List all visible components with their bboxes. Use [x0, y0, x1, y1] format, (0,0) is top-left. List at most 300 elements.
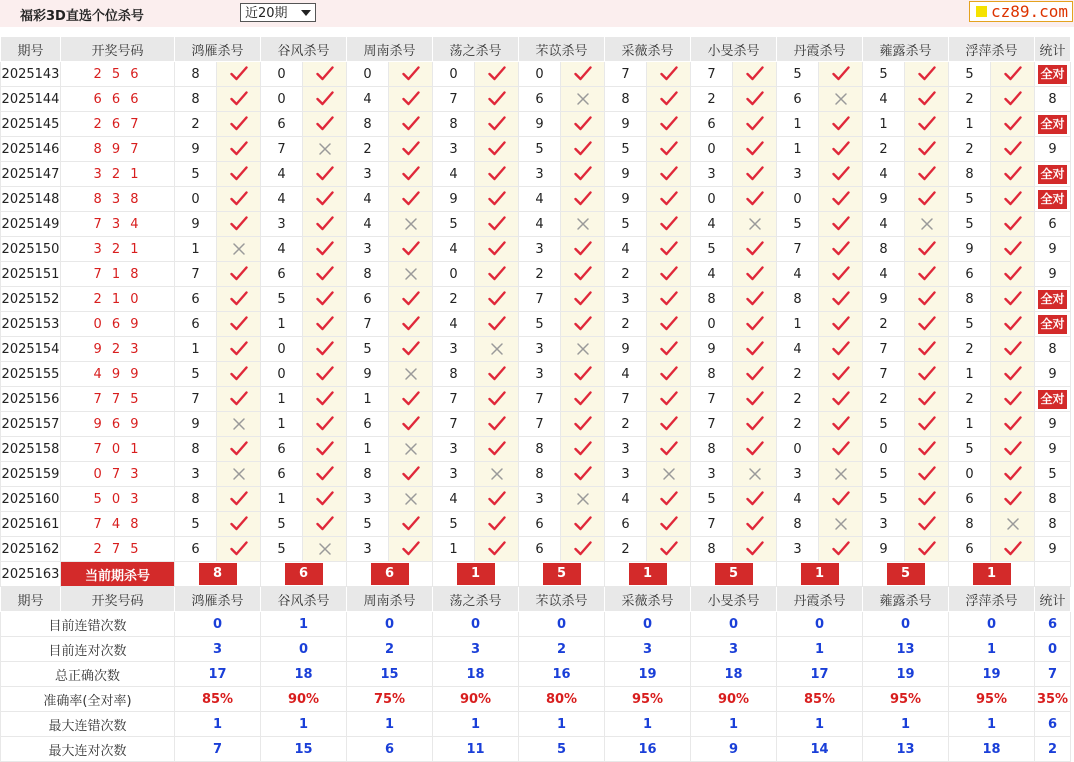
all-correct-badge: 全对 [1038, 165, 1066, 184]
check-icon [303, 187, 347, 212]
row-total: 9 [1035, 537, 1071, 562]
check-icon [905, 237, 949, 262]
kill-number: 8 [175, 62, 217, 87]
draw-number: 4 9 9 [61, 362, 175, 387]
check-icon [733, 337, 777, 362]
kill-number: 2 [605, 262, 647, 287]
kill-number: 7 [691, 512, 733, 537]
kill-number: 8 [863, 237, 905, 262]
kill-number: 1 [261, 312, 303, 337]
cross-icon [561, 212, 605, 237]
check-icon [905, 487, 949, 512]
check-icon [819, 62, 863, 87]
stat-value: 0 [519, 612, 605, 637]
check-icon [475, 137, 519, 162]
col-header-expert: 浮萍杀号 [949, 587, 1035, 612]
kill-number: 8 [691, 437, 733, 462]
kill-number: 8 [433, 112, 475, 137]
check-icon [819, 287, 863, 312]
stat-value: 0 [777, 612, 863, 637]
kill-number: 1 [347, 437, 389, 462]
kill-number: 5 [519, 312, 561, 337]
draw-number: 9 6 9 [61, 412, 175, 437]
table-row [1, 487, 1071, 512]
kill-number: 4 [777, 262, 819, 287]
kill-number: 7 [347, 312, 389, 337]
kill-number: 5 [605, 212, 647, 237]
kill-number: 2 [863, 137, 905, 162]
kill-number: 7 [175, 387, 217, 412]
stat-value: 18 [949, 737, 1035, 762]
kill-number: 2 [605, 312, 647, 337]
row-total: 8 [1035, 337, 1071, 362]
stat-value: 90% [691, 687, 777, 712]
col-header-expert: 芣苡杀号 [519, 37, 605, 62]
check-icon [733, 537, 777, 562]
kill-number: 5 [777, 62, 819, 87]
kill-number: 4 [777, 487, 819, 512]
stat-value: 0 [605, 612, 691, 637]
current-kill-number: 5 [887, 563, 925, 585]
stat-value: 90% [433, 687, 519, 712]
check-icon [561, 537, 605, 562]
check-icon [905, 512, 949, 537]
check-icon [819, 387, 863, 412]
check-icon [905, 537, 949, 562]
cross-icon [389, 212, 433, 237]
kill-number: 4 [691, 262, 733, 287]
stat-value: 17 [175, 662, 261, 687]
check-icon [733, 312, 777, 337]
check-icon [217, 112, 261, 137]
stat-value: 15 [261, 737, 347, 762]
col-header-expert: 浮萍杀号 [949, 37, 1035, 62]
check-icon [303, 312, 347, 337]
check-icon [819, 162, 863, 187]
kill-number: 3 [519, 162, 561, 187]
kill-number: 8 [175, 437, 217, 462]
check-icon [303, 462, 347, 487]
kill-number: 4 [347, 87, 389, 112]
kill-number: 0 [949, 462, 991, 487]
row-total: 9 [1035, 137, 1071, 162]
col-header-draw: 开奖号码 [61, 37, 175, 62]
check-icon [733, 187, 777, 212]
col-header-expert: 荡之杀号 [433, 587, 519, 612]
check-icon [819, 437, 863, 462]
check-icon [561, 512, 605, 537]
check-icon [905, 312, 949, 337]
table-row [1, 62, 1071, 87]
kill-number: 8 [949, 512, 991, 537]
kill-number: 9 [863, 537, 905, 562]
stat-value: 7 [175, 737, 261, 762]
check-icon [561, 62, 605, 87]
kill-number: 6 [261, 462, 303, 487]
kill-number: 4 [777, 337, 819, 362]
check-icon [303, 412, 347, 437]
check-icon [819, 412, 863, 437]
check-icon [303, 237, 347, 262]
check-icon [733, 87, 777, 112]
current-kill-number: 8 [199, 563, 237, 585]
stat-row [1, 637, 1071, 662]
kill-number: 3 [347, 487, 389, 512]
cross-icon [819, 87, 863, 112]
table-row [1, 437, 1071, 462]
stat-value: 85% [175, 687, 261, 712]
check-icon [733, 262, 777, 287]
stat-value: 13 [863, 737, 949, 762]
kill-number: 2 [777, 387, 819, 412]
stat-value: 1 [175, 712, 261, 737]
kill-number: 4 [519, 212, 561, 237]
kill-number: 9 [347, 362, 389, 387]
stat-value: 0 [691, 612, 777, 637]
check-icon [217, 312, 261, 337]
cross-icon [389, 487, 433, 512]
stat-value: 2 [519, 637, 605, 662]
stat-value: 1 [777, 712, 863, 737]
table-row [1, 237, 1071, 262]
kill-number: 0 [433, 62, 475, 87]
all-correct-badge: 全对 [1038, 65, 1066, 84]
kill-number: 2 [605, 412, 647, 437]
site-logo[interactable] [969, 1, 1073, 22]
kill-number: 7 [777, 237, 819, 262]
kill-number: 4 [347, 212, 389, 237]
kill-number: 2 [863, 312, 905, 337]
stat-total: 35% [1035, 687, 1071, 712]
current-kill-number: 1 [629, 563, 667, 585]
check-icon [475, 262, 519, 287]
stat-value: 9 [691, 737, 777, 762]
cross-icon [733, 462, 777, 487]
issue-number: 2025162 [1, 537, 61, 562]
cross-icon [303, 537, 347, 562]
kill-number: 9 [605, 162, 647, 187]
check-icon [905, 387, 949, 412]
stat-value: 16 [605, 737, 691, 762]
kill-number: 6 [519, 512, 561, 537]
kill-number: 8 [949, 287, 991, 312]
kill-number: 3 [347, 537, 389, 562]
kill-number: 2 [949, 387, 991, 412]
check-icon [647, 337, 691, 362]
check-icon [905, 362, 949, 387]
check-icon [475, 437, 519, 462]
kill-number: 7 [605, 387, 647, 412]
kill-number: 9 [863, 187, 905, 212]
check-icon [905, 412, 949, 437]
cross-icon [561, 487, 605, 512]
kill-number: 2 [519, 262, 561, 287]
kill-number: 0 [261, 337, 303, 362]
kill-number: 3 [347, 237, 389, 262]
kill-number: 3 [433, 462, 475, 487]
row-total: 9 [1035, 262, 1071, 287]
period-select[interactable] [240, 3, 316, 22]
kill-number: 3 [863, 512, 905, 537]
stat-value: 95% [605, 687, 691, 712]
kill-number: 5 [261, 537, 303, 562]
kill-number: 3 [347, 162, 389, 187]
current-kill-number: 5 [543, 563, 581, 585]
row-total [1035, 187, 1071, 212]
kill-number: 9 [175, 137, 217, 162]
check-icon [819, 112, 863, 137]
row-total [1035, 312, 1071, 337]
check-icon [303, 262, 347, 287]
col-header-expert: 小旻杀号 [691, 587, 777, 612]
kill-number: 6 [777, 87, 819, 112]
stat-label: 总正确次数 [1, 662, 175, 687]
kill-number: 5 [261, 287, 303, 312]
all-correct-badge: 全对 [1038, 190, 1066, 209]
check-icon [561, 387, 605, 412]
kill-number: 0 [519, 62, 561, 87]
stat-value: 0 [347, 612, 433, 637]
check-icon [561, 437, 605, 462]
draw-number: 3 2 1 [61, 162, 175, 187]
stat-row [1, 712, 1071, 737]
stat-value: 3 [605, 637, 691, 662]
col-header-expert: 周南杀号 [347, 587, 433, 612]
table-row [1, 262, 1071, 287]
table-row [1, 87, 1071, 112]
kill-number: 1 [433, 537, 475, 562]
kill-number: 6 [175, 537, 217, 562]
check-icon [733, 487, 777, 512]
check-icon [991, 487, 1035, 512]
check-icon [217, 387, 261, 412]
issue-number: 2025158 [1, 437, 61, 462]
kill-number: 3 [519, 362, 561, 387]
kill-number: 4 [605, 237, 647, 262]
kill-number: 6 [261, 437, 303, 462]
stat-value: 75% [347, 687, 433, 712]
kill-number: 6 [261, 262, 303, 287]
check-icon [733, 112, 777, 137]
table-row [1, 137, 1071, 162]
check-icon [217, 62, 261, 87]
col-header-draw: 开奖号码 [61, 587, 175, 612]
kill-number: 2 [777, 412, 819, 437]
check-icon [819, 237, 863, 262]
kill-number: 4 [691, 212, 733, 237]
kill-number: 1 [863, 112, 905, 137]
check-icon [217, 262, 261, 287]
check-icon [561, 187, 605, 212]
stat-value: 18 [261, 662, 347, 687]
col-header-expert: 周南杀号 [347, 37, 433, 62]
kill-number: 0 [691, 137, 733, 162]
draw-number: 0 6 9 [61, 312, 175, 337]
all-correct-badge: 全对 [1038, 115, 1066, 134]
check-icon [991, 337, 1035, 362]
stat-value: 0 [949, 612, 1035, 637]
kill-number: 9 [691, 337, 733, 362]
stat-value: 13 [863, 637, 949, 662]
col-header-expert: 芣苡杀号 [519, 587, 605, 612]
current-total-empty [1035, 562, 1071, 587]
kill-number: 6 [347, 412, 389, 437]
check-icon [217, 362, 261, 387]
kill-number: 0 [175, 187, 217, 212]
check-icon [647, 387, 691, 412]
kill-number: 2 [605, 537, 647, 562]
cross-icon [991, 512, 1035, 537]
current-kill-cell [691, 562, 777, 587]
kill-number: 9 [863, 287, 905, 312]
check-icon [647, 162, 691, 187]
check-icon [389, 287, 433, 312]
stat-total: 7 [1035, 662, 1071, 687]
kill-number: 0 [347, 62, 389, 87]
issue-number: 2025149 [1, 212, 61, 237]
kill-number: 2 [949, 337, 991, 362]
kill-number: 5 [175, 512, 217, 537]
stat-value: 19 [863, 662, 949, 687]
kill-number: 2 [347, 137, 389, 162]
kill-number: 7 [691, 387, 733, 412]
check-icon [647, 362, 691, 387]
kill-number: 5 [433, 512, 475, 537]
kill-number: 0 [863, 437, 905, 462]
stat-label: 最大连对次数 [1, 737, 175, 762]
stat-value: 1 [347, 712, 433, 737]
kill-number: 5 [433, 212, 475, 237]
kill-number: 1 [261, 412, 303, 437]
col-header-expert: 鸿雁杀号 [175, 37, 261, 62]
draw-number: 6 6 6 [61, 87, 175, 112]
stat-label: 目前连对次数 [1, 637, 175, 662]
check-icon [733, 62, 777, 87]
kill-number: 5 [863, 487, 905, 512]
kill-number: 8 [347, 262, 389, 287]
kill-number: 5 [863, 462, 905, 487]
kill-number: 4 [347, 187, 389, 212]
check-icon [991, 387, 1035, 412]
stat-value: 1 [605, 712, 691, 737]
stat-value: 0 [175, 612, 261, 637]
current-kill-cell [433, 562, 519, 587]
kill-number: 4 [863, 162, 905, 187]
col-header-expert: 采薇杀号 [605, 37, 691, 62]
kill-number: 4 [863, 262, 905, 287]
kill-number: 5 [949, 212, 991, 237]
issue-number: 2025152 [1, 287, 61, 312]
kill-number: 8 [777, 287, 819, 312]
issue-number: 2025147 [1, 162, 61, 187]
check-icon [733, 412, 777, 437]
current-kill-number: 5 [715, 563, 753, 585]
stat-value: 1 [691, 712, 777, 737]
stat-value: 0 [433, 612, 519, 637]
check-icon [819, 362, 863, 387]
kill-number: 7 [175, 262, 217, 287]
kill-number: 4 [605, 487, 647, 512]
all-correct-badge: 全对 [1038, 290, 1066, 309]
check-icon [475, 237, 519, 262]
check-icon [991, 237, 1035, 262]
stat-value: 1 [777, 637, 863, 662]
row-total: 9 [1035, 362, 1071, 387]
row-total: 9 [1035, 412, 1071, 437]
check-icon [905, 112, 949, 137]
cross-icon [389, 262, 433, 287]
col-header-expert: 采薇杀号 [605, 587, 691, 612]
col-header-expert: 小旻杀号 [691, 37, 777, 62]
check-icon [303, 62, 347, 87]
stat-value: 90% [261, 687, 347, 712]
kill-number: 6 [949, 487, 991, 512]
kill-number: 4 [863, 87, 905, 112]
kill-number: 7 [863, 362, 905, 387]
kill-number: 4 [261, 237, 303, 262]
kill-number: 4 [863, 212, 905, 237]
stat-value: 0 [261, 637, 347, 662]
kill-number: 8 [175, 87, 217, 112]
kill-number: 8 [347, 462, 389, 487]
kill-number: 2 [949, 87, 991, 112]
issue-number: 2025151 [1, 262, 61, 287]
issue-number: 2025154 [1, 337, 61, 362]
stat-value: 17 [777, 662, 863, 687]
draw-number: 8 9 7 [61, 137, 175, 162]
stat-value: 19 [949, 662, 1035, 687]
kill-number: 9 [175, 412, 217, 437]
kill-number: 4 [605, 362, 647, 387]
kill-number: 6 [691, 112, 733, 137]
kill-number: 6 [949, 262, 991, 287]
kill-number: 6 [519, 87, 561, 112]
kill-number: 3 [605, 462, 647, 487]
check-icon [647, 487, 691, 512]
kill-number: 7 [261, 137, 303, 162]
check-icon [561, 137, 605, 162]
current-kill-number: 1 [973, 563, 1011, 585]
period-select-value: 近20期 [245, 6, 288, 21]
stat-value: 5 [519, 737, 605, 762]
check-icon [647, 112, 691, 137]
current-kill-cell [605, 562, 691, 587]
current-kill-cell [863, 562, 949, 587]
current-kill-number: 1 [457, 563, 495, 585]
kill-number: 5 [691, 237, 733, 262]
stat-value: 1 [863, 712, 949, 737]
check-icon [303, 112, 347, 137]
stat-total: 2 [1035, 737, 1071, 762]
kill-number: 9 [605, 112, 647, 137]
check-icon [991, 62, 1035, 87]
check-icon [303, 512, 347, 537]
kill-number: 4 [261, 162, 303, 187]
draw-number: 9 2 3 [61, 337, 175, 362]
site-logo-text: cz89.com [991, 2, 1069, 21]
kill-number: 9 [175, 212, 217, 237]
row-total [1035, 112, 1071, 137]
issue-number: 2025150 [1, 237, 61, 262]
kill-number: 2 [863, 387, 905, 412]
table-row [1, 162, 1071, 187]
kill-number: 0 [691, 187, 733, 212]
row-total: 5 [1035, 462, 1071, 487]
check-icon [647, 187, 691, 212]
check-icon [819, 262, 863, 287]
kill-number: 2 [691, 87, 733, 112]
kill-number: 2 [433, 287, 475, 312]
